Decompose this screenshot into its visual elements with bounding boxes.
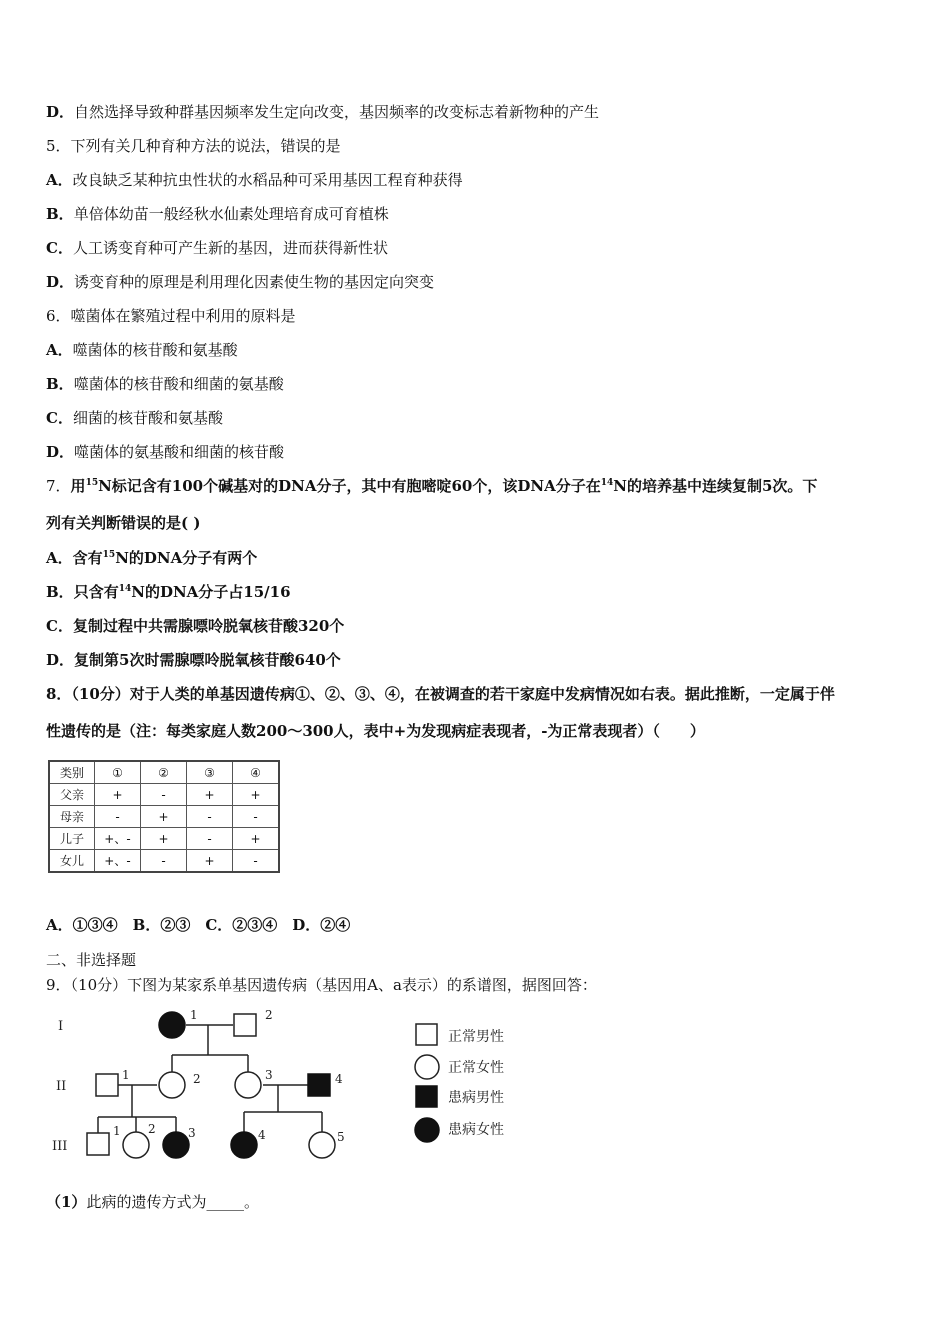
option-label: B． [46,583,74,601]
q6-stem: 6．噬菌体在繁殖过程中利用的原料是 [46,307,296,325]
q5-option-a [46,170,463,190]
q7-stem-part: N标记含有100个碱基对的DNA分子，其中有胞嘧啶60个，该DNA分子在 [98,477,601,495]
option-label: A． [46,171,73,189]
table-cell: + [141,828,187,850]
affected-female-symbol [159,1012,185,1038]
option-text: 只含有 [73,583,119,601]
individual-number: 1 [190,1008,198,1022]
table-header-cell: 类别 [49,761,95,784]
individual-number: 1 [122,1068,130,1082]
table-cell: - [233,806,280,828]
individual-number: 3 [265,1068,273,1082]
table-cell: - [141,784,187,806]
individual-number: 4 [335,1072,343,1086]
superscript: 14 [600,478,614,488]
option-label: D． [46,651,75,669]
pedigree-lines [98,1025,322,1133]
normal-male-symbol [234,1014,256,1036]
table-row [49,806,279,828]
pedigree-legend [415,1024,504,1142]
option-label: C． [46,617,73,635]
table-cell: 母亲 [49,806,95,828]
option-text: 噬菌体的核苷酸和细菌的氨基酸 [73,375,284,393]
generation-label: I [58,1019,64,1034]
q6-option-b [46,374,284,394]
superscript: 14 [118,584,132,594]
table-cell: - [95,806,141,828]
normal-female-symbol [159,1072,185,1098]
table-cell: + [233,784,280,806]
q7-option-d [46,650,341,670]
table-cell: - [141,850,187,873]
individual-number: 3 [188,1126,196,1140]
option-text: 噬菌体的核苷酸和氨基酸 [72,341,238,359]
pedigree-chart [40,1005,540,1170]
option-text: N的DNA分子有两个 [115,549,258,567]
normal-female-symbol [415,1055,439,1079]
option-text: 人工诱变育种可产生新的基因，进而获得新性状 [72,239,388,257]
option-text: 复制第5次时需腺嘌呤脱氧核苷酸640个 [74,651,341,669]
q7-option-b [46,582,291,602]
table-header-cell: ② [141,761,187,784]
generation-label: III [52,1139,68,1154]
normal-male-symbol [96,1074,118,1096]
option-label: C． [46,409,73,427]
q8-table [48,760,280,873]
q8-stem-line1: 8．（10分）对于人类的单基因遗传病①、②、③、④，在被调查的若干家庭中发病情况如右表。据此推断，一定属于伴 [46,685,835,703]
table-row [49,828,279,850]
option-text: 细菌的核苷酸和氨基酸 [72,409,223,427]
option-text: 改良缺乏某种抗虫性状的水稻品种可采用基因工程育种获得 [72,171,463,189]
individual-number: 2 [265,1008,273,1022]
option-label: D． [46,103,75,121]
section-title: 二、非选择题 [46,951,137,969]
q7-number: 7． [46,477,71,495]
option-label: A． [46,549,73,567]
option-text: N的DNA分子占15/16 [131,583,291,601]
individual-number: 2 [193,1072,201,1086]
individual-number: 1 [113,1124,121,1138]
individual-number: 5 [337,1130,345,1144]
table-cell: 儿子 [49,828,95,850]
option-label: C． [46,239,73,257]
table-cell: +、- [95,828,141,850]
option-text: 噬菌体的氨基酸和细菌的核苷酸 [74,443,285,461]
subquestion-text: 此病的遗传方式为_____。 [86,1193,259,1211]
table-cell: + [95,784,141,806]
legend-label: 患病女性 [448,1122,504,1138]
q5-stem: 5．下列有关几种育种方法的说法，错误的是 [46,137,341,155]
table-header-cell: ① [95,761,141,784]
q4-option-d [46,102,599,122]
q5-option-c [46,238,388,258]
table-cell: +、- [95,850,141,873]
q7-stem-line2: 列有关判断错误的是( ) [46,514,201,532]
affected-female-symbol [415,1118,439,1142]
option-label: D． [46,273,75,291]
q5-option-d [46,272,434,292]
affected-male-symbol [308,1074,330,1096]
q5-option-b [46,204,389,224]
individual-number: 2 [148,1122,156,1136]
table-cell: + [233,828,280,850]
normal-male-symbol [87,1133,109,1155]
affected-female-symbol [231,1132,257,1158]
legend-label: 正常男性 [448,1029,504,1045]
subquestion-label: （1） [46,1193,87,1211]
table-header-row [49,761,279,784]
q6-option-d [46,442,284,462]
superscript: 15 [102,550,116,560]
option-text: 自然选择导致种群基因频率发生定向改变，基因频率的改变标志着新物种的产生 [74,103,600,121]
option-label: D． [46,443,75,461]
option-text: 诱变育种的原理是利用理化因素使生物的基因定向突变 [74,273,435,291]
q7-stem-part: N的培养基中连续复制5次。下 [613,477,818,495]
table-cell: - [187,828,233,850]
table-header-cell: ④ [233,761,280,784]
option-text: 复制过程中共需腺嘌呤脱氧核苷酸320个 [72,617,345,635]
option-label: A． [46,341,73,359]
option-text: 单倍体幼苗一般经秋水仙素处理培育成可育植株 [73,205,389,223]
q7-stem [46,476,817,496]
table-cell: - [187,806,233,828]
q7-stem-part: 用 [70,477,86,495]
normal-male-symbol [416,1024,437,1045]
q6-option-a [46,340,238,360]
table-cell: + [187,850,233,873]
normal-female-symbol [123,1132,149,1158]
generation-label: II [56,1079,67,1094]
table-cell: 女儿 [49,850,95,873]
affected-female-symbol [163,1132,189,1158]
table-cell: + [141,806,187,828]
table-cell: 父亲 [49,784,95,806]
affected-male-symbol [416,1086,437,1107]
q6-option-c [46,408,223,428]
q9-stem: 9．（10分）下图为某家系单基因遗传病（基因用A、a表示）的系谱图，据图回答： [46,976,597,994]
q8-options: A．①③④ B．②③ C．②③④ D．②④ [46,916,351,934]
option-label: B． [46,375,74,393]
table-cell: + [187,784,233,806]
option-label: B． [46,205,74,223]
table-row [49,850,279,873]
legend-label: 正常女性 [448,1060,504,1076]
q9-subquestion-1 [46,1192,259,1212]
q8-stem-line2: 性遗传的是（注：每类家庭人数200～300人，表中+为发现病症表现者，-为正常表现者）（ ） [46,722,705,740]
q7-option-c [46,616,344,636]
option-text: 含有 [72,549,103,567]
superscript: 15 [85,478,99,488]
table-cell: - [233,850,280,873]
individual-number: 4 [258,1128,266,1142]
normal-female-symbol [235,1072,261,1098]
table-row [49,784,279,806]
legend-label: 患病男性 [448,1090,504,1106]
normal-female-symbol [309,1132,335,1158]
table-header-cell: ③ [187,761,233,784]
q7-option-a [46,548,257,568]
